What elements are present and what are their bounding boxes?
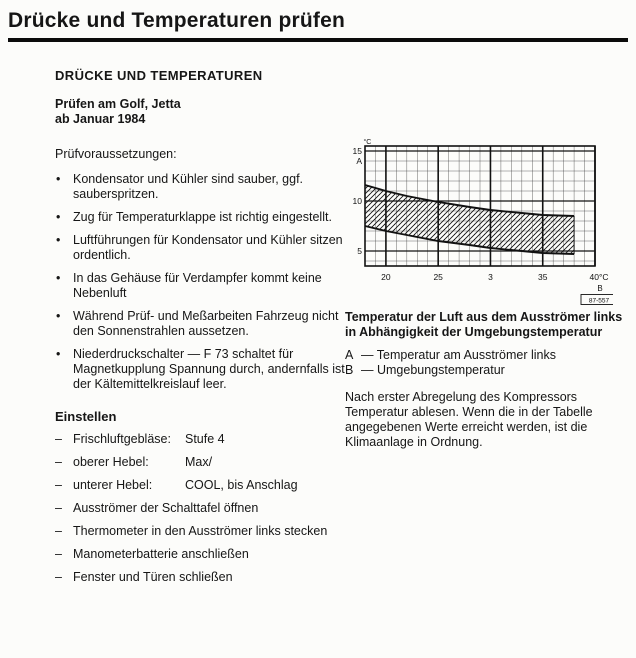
figure-code: 87-557 <box>588 297 610 305</box>
legend-desc: — Temperatur am Ausströmer links <box>361 348 556 362</box>
precondition-item <box>55 347 345 392</box>
y-axis-letter: A <box>356 156 362 166</box>
precondition-item <box>55 172 345 202</box>
bullet-icon: • <box>56 233 61 247</box>
bullet-icon: • <box>56 210 61 224</box>
dash-icon: – <box>55 547 62 561</box>
chart-caption: Temperatur der Luft aus dem Ausströmer links in Abhängigkeit der Umgebungstemperatur <box>345 310 623 339</box>
precondition-text: Kondensator und Kühler sind sauber, ggf. sauberspritzen. <box>73 172 304 201</box>
setting-row <box>55 455 345 470</box>
setting-value: COOL, bis Anschlag <box>185 478 298 492</box>
legend-row <box>345 363 626 378</box>
y-tick-label: 15 <box>352 146 362 156</box>
legend-key: A <box>345 348 354 362</box>
setting-value: Stufe 4 <box>185 432 225 446</box>
precondition-text: Luftführungen für Kondensator und Kühler sitzen ordentlich. <box>73 233 343 262</box>
x-tick-label: 40°C <box>589 272 609 282</box>
dash-icon: – <box>55 478 62 492</box>
precondition-text: In das Gehäuse für Verdampfer kommt keine Nebenluft <box>73 271 322 300</box>
settings-list <box>55 432 345 585</box>
right-column <box>345 42 626 585</box>
precondition-item <box>55 233 345 263</box>
setting-label: Frischluftgebläse: <box>73 432 171 446</box>
setting-row <box>55 478 345 493</box>
setting-text: Fenster und Türen schließen <box>73 570 233 584</box>
setting-row <box>55 570 345 585</box>
setting-label: oberer Hebel: <box>73 455 149 469</box>
setting-row <box>55 547 345 562</box>
setting-row <box>55 524 345 539</box>
x-tick-label: 35 <box>537 272 548 282</box>
x-axis-letter: B <box>597 284 603 293</box>
y-tick-label: 5 <box>357 246 362 256</box>
note-paragraph: Nach erster Abregelung des Kompressors Temperatur ablesen. Wenn die in der Tabelle angegebenen Werte erreicht werden, ist die Klimaanlage in Ordnung. <box>345 390 593 449</box>
bullet-icon: • <box>56 172 61 186</box>
setting-value: Max/ <box>185 455 213 469</box>
model-line: Prüfen am Golf, Jetta <box>55 97 181 111</box>
chart-svg <box>345 134 613 308</box>
left-column <box>55 42 345 585</box>
setting-label: unterer Hebel: <box>73 478 153 492</box>
legend-desc: — Umgebungstemperatur <box>361 363 505 377</box>
bullet-icon: • <box>56 309 61 323</box>
legend-key: B <box>345 363 354 377</box>
setting-text: Ausströmer der Schalttafel öffnen <box>73 501 259 515</box>
dash-icon: – <box>55 501 62 515</box>
y-unit-label: °C <box>363 139 372 146</box>
legend-row <box>345 348 626 363</box>
y-tick-label: 10 <box>352 196 362 206</box>
x-tick-label: 25 <box>433 272 443 282</box>
x-tick-label: 3 <box>488 272 493 282</box>
date-line: ab Januar 1984 <box>55 112 146 126</box>
dash-icon: – <box>55 455 62 469</box>
dash-icon: – <box>55 524 62 538</box>
section-header: DRÜCKE UND TEMPERATUREN <box>55 68 263 83</box>
precondition-text: Während Prüf- und Meßarbeiten Fahrzeug nicht den Sonnenstrahlen aussetzen. <box>73 309 339 338</box>
bullet-icon: • <box>56 271 61 285</box>
precondition-text: Niederdruckschalter — F 73 schaltet für Magnetkupplung Spannung durch, andernfalls ist der Kältemittelkreislauf leer. <box>73 347 345 391</box>
temperature-chart <box>345 134 626 308</box>
x-tick-label: 20 <box>381 272 391 282</box>
precondition-item <box>55 309 345 339</box>
setting-text: Manometerbatterie anschließen <box>73 547 249 561</box>
preconditions-list <box>55 172 345 392</box>
preconditions-title: Prüfvoraussetzungen: <box>55 147 177 161</box>
precondition-text: Zug für Temperaturklappe ist richtig eingestellt. <box>73 210 332 224</box>
page-title: Drücke und Temperaturen prüfen <box>8 9 345 32</box>
precondition-item <box>55 271 345 301</box>
setting-text: Thermometer in den Ausströmer links stecken <box>73 524 328 538</box>
precondition-item <box>55 210 345 225</box>
settings-title: Einstellen <box>55 409 117 424</box>
bullet-icon: • <box>56 347 61 361</box>
page-content <box>0 42 636 585</box>
setting-row <box>55 432 345 447</box>
setting-row <box>55 501 345 516</box>
dash-icon: – <box>55 432 62 446</box>
dash-icon: – <box>55 570 62 584</box>
model-subheader <box>55 97 345 127</box>
chart-legend <box>345 348 626 378</box>
